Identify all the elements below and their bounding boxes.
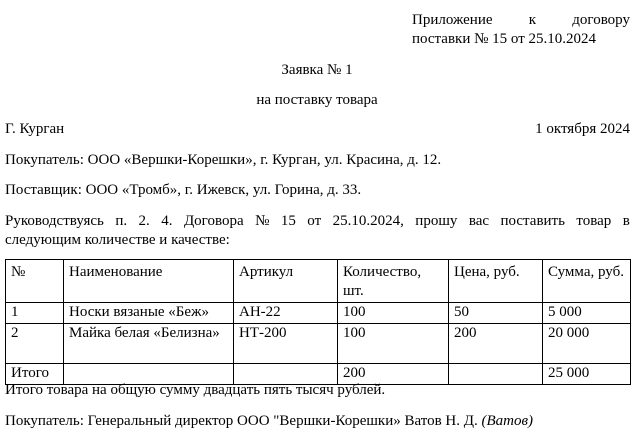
document-subtitle: на поставку товара bbox=[256, 92, 378, 108]
goods-table bbox=[5, 259, 631, 385]
table-cell: 1 bbox=[6, 303, 64, 324]
total-label-cell: Итого bbox=[6, 364, 64, 385]
intro-word: поставить bbox=[500, 213, 565, 229]
document-date: 1 октября 2024 bbox=[535, 121, 630, 137]
intro-word: 4. bbox=[161, 213, 173, 229]
intro-line-2: следующим количестве и качестве: bbox=[5, 232, 230, 248]
appendix-line-1 bbox=[412, 12, 630, 29]
appendix-line-2: поставки № 15 от 25.10.2024 bbox=[412, 31, 597, 47]
intro-word: прошу bbox=[415, 213, 458, 229]
table-cell: 100 bbox=[338, 324, 449, 364]
table-cell: 2 bbox=[6, 324, 64, 364]
table-cell: 5 000 bbox=[543, 303, 631, 324]
intro-word: в bbox=[622, 213, 630, 229]
table-cell: 20 000 bbox=[543, 324, 631, 364]
header-cell-number: № bbox=[6, 260, 64, 303]
total-in-words: Итого товара на общую сумму двадцать пять тысяч рублей. bbox=[5, 382, 386, 398]
intro-word: 2. bbox=[138, 213, 150, 229]
header-cell-name: Наименование bbox=[64, 260, 234, 303]
signature-text: Покупатель: Генеральный директор ООО "Вершки-Корешки» Ватов Н. Д. bbox=[5, 413, 478, 429]
supplier-line: Поставщик: ООО «Тромб», г. Ижевск, ул. Горина, д. 33. bbox=[5, 182, 362, 198]
appendix-word: к bbox=[528, 12, 537, 28]
signature-line bbox=[5, 413, 533, 430]
city: Г. Курган bbox=[5, 121, 65, 137]
table-cell: 100 bbox=[338, 303, 449, 324]
intro-word: вас bbox=[468, 213, 490, 229]
table-cell: НТ-200 bbox=[234, 324, 338, 364]
appendix-word: Приложение bbox=[412, 12, 493, 28]
table-row bbox=[6, 324, 631, 364]
table-cell: Носки вязаные «Беж» bbox=[64, 303, 234, 324]
table-header-row bbox=[6, 260, 631, 303]
total-sum-cell: 25 000 bbox=[543, 364, 631, 385]
table-cell: 50 bbox=[449, 303, 543, 324]
table-cell: 200 bbox=[449, 324, 543, 364]
header-cell-article: Артикул bbox=[234, 260, 338, 303]
table-cell: Майка белая «Белизна» bbox=[64, 324, 234, 364]
document-title: Заявка № 1 bbox=[281, 62, 353, 78]
table-row bbox=[6, 303, 631, 324]
handwritten-signature: (Ватов) bbox=[481, 413, 533, 429]
header-cell-quantity: Количество, шт. bbox=[338, 260, 449, 303]
intro-word: 25.10.2024, bbox=[332, 213, 404, 229]
intro-word: п. bbox=[115, 213, 128, 229]
intro-word: № bbox=[255, 213, 270, 229]
table-cell bbox=[449, 364, 543, 385]
total-quantity-cell: 200 bbox=[338, 364, 449, 385]
header-cell-price: Цена, руб. bbox=[449, 260, 543, 303]
intro-word: от bbox=[307, 213, 322, 229]
intro-line-1 bbox=[5, 213, 630, 230]
intro-word: товар bbox=[576, 213, 612, 229]
intro-word: Договора bbox=[183, 213, 244, 229]
header-cell-sum: Сумма, руб. bbox=[543, 260, 631, 303]
buyer-line: Покупатель: ООО «Вершки-Корешки», г. Курган, ул. Красина, д. 12. bbox=[5, 152, 442, 168]
table-cell: АН-22 bbox=[234, 303, 338, 324]
appendix-word: договору bbox=[572, 12, 630, 28]
intro-word: 15 bbox=[280, 213, 296, 229]
intro-word: Руководствуясь bbox=[5, 213, 104, 229]
